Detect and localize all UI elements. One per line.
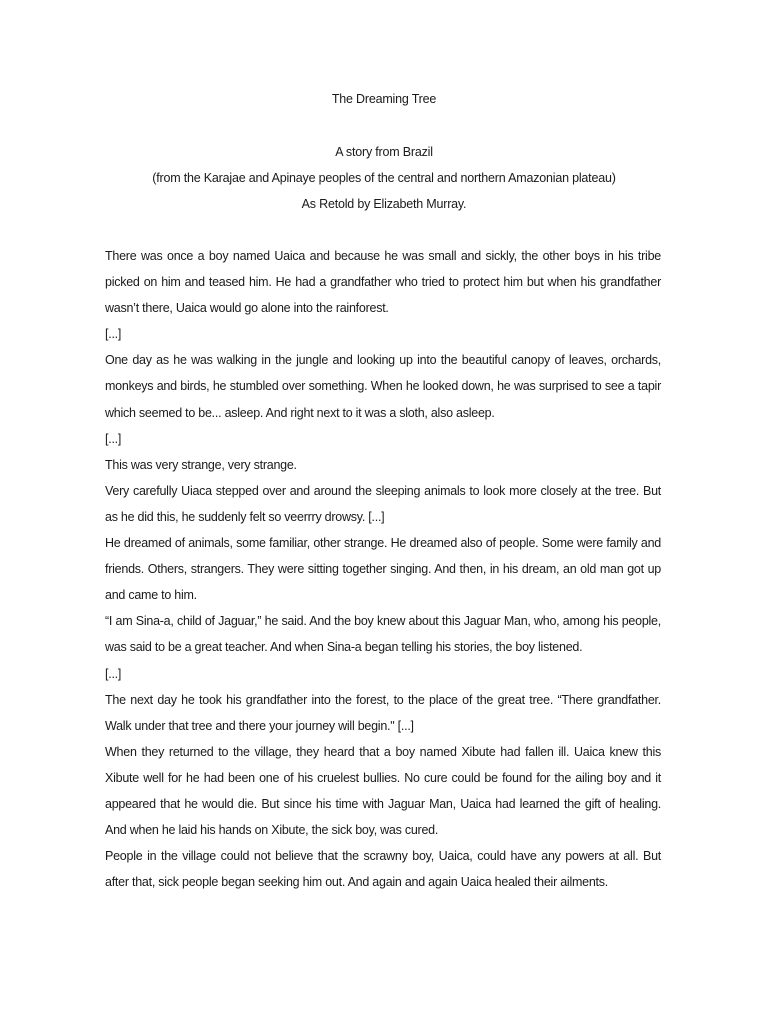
ellipsis-marker: [...] — [105, 666, 122, 681]
paragraph-grandfather: The next day he took his grandfather into the forest, to the place of the great tree. “There grandfather. Walk under that tree and there your journey will begin." [...] — [105, 692, 661, 733]
story-attribution: As Retold by Elizabeth Murray. — [301, 197, 467, 211]
ellipsis-marker: [...] — [105, 431, 122, 446]
paragraph-healing: People in the village could not believe that the scrawny boy, Uaica, could have any powers at all. But after that, sick people began seeking him out. And again and again Uaica healed their ailments. — [105, 849, 661, 890]
paragraph-sina-a: “I am Sina-a, child of Jaguar,” he said. And the boy knew about this Jaguar Man, who, among his people, was said to be a great teacher. And when Sina-a began telling his stories, the boy listened. — [105, 614, 661, 655]
story-origin: (from the Karajae and Apinaye peoples of the central and northern Amazonian plateau) — [152, 171, 616, 185]
ellipsis-marker: [...] — [105, 327, 122, 342]
paragraph-jungle: One day as he was walking in the jungle and looking up into the beautiful canopy of leaves, orchards, monkeys and birds, he stumbled over something. When he looked down, he was surprised to see a tapir which seemed to be... asleep. And right next to it was a sloth, also asleep. — [105, 353, 661, 420]
story-title: The Dreaming Tree — [331, 92, 437, 106]
paragraph-drowsy: Very carefully Uiaca stepped over and around the sleeping animals to look more closely at the tree. But as he did this, he suddenly felt so veerrry drowsy. [...] — [105, 483, 661, 524]
paragraph-dream: He dreamed of animals, some familiar, other strange. He dreamed also of people. Some were family and friends. Others, strangers. They were sitting together singing. And then, in his dream, an old man got up and came to him. — [105, 536, 661, 603]
paragraph-strange: This was very strange, very strange. — [105, 457, 297, 472]
paragraph-intro: There was once a boy named Uaica and because he was small and sickly, the other boys in his tribe picked on him and teased him. He had a grandfather who tried to protect him but when his grandfather wasn’t there, Uaica would go alone into the rainforest. — [105, 249, 661, 316]
paragraph-xibute: When they returned to the village, they heard that a boy named Xibute had fallen ill. Uaica knew this Xibute well for he had been one of his cruelest bullies. No cure could be found for the ailing boy and it appeared that he would die. But since his time with Jaguar Man, Uaica had learned the gift of healing. And when he laid his hands on Xibute, the sick boy, was cured. — [105, 744, 661, 838]
story-subtitle: A story from Brazil — [335, 145, 433, 159]
story-body — [105, 243, 661, 895]
